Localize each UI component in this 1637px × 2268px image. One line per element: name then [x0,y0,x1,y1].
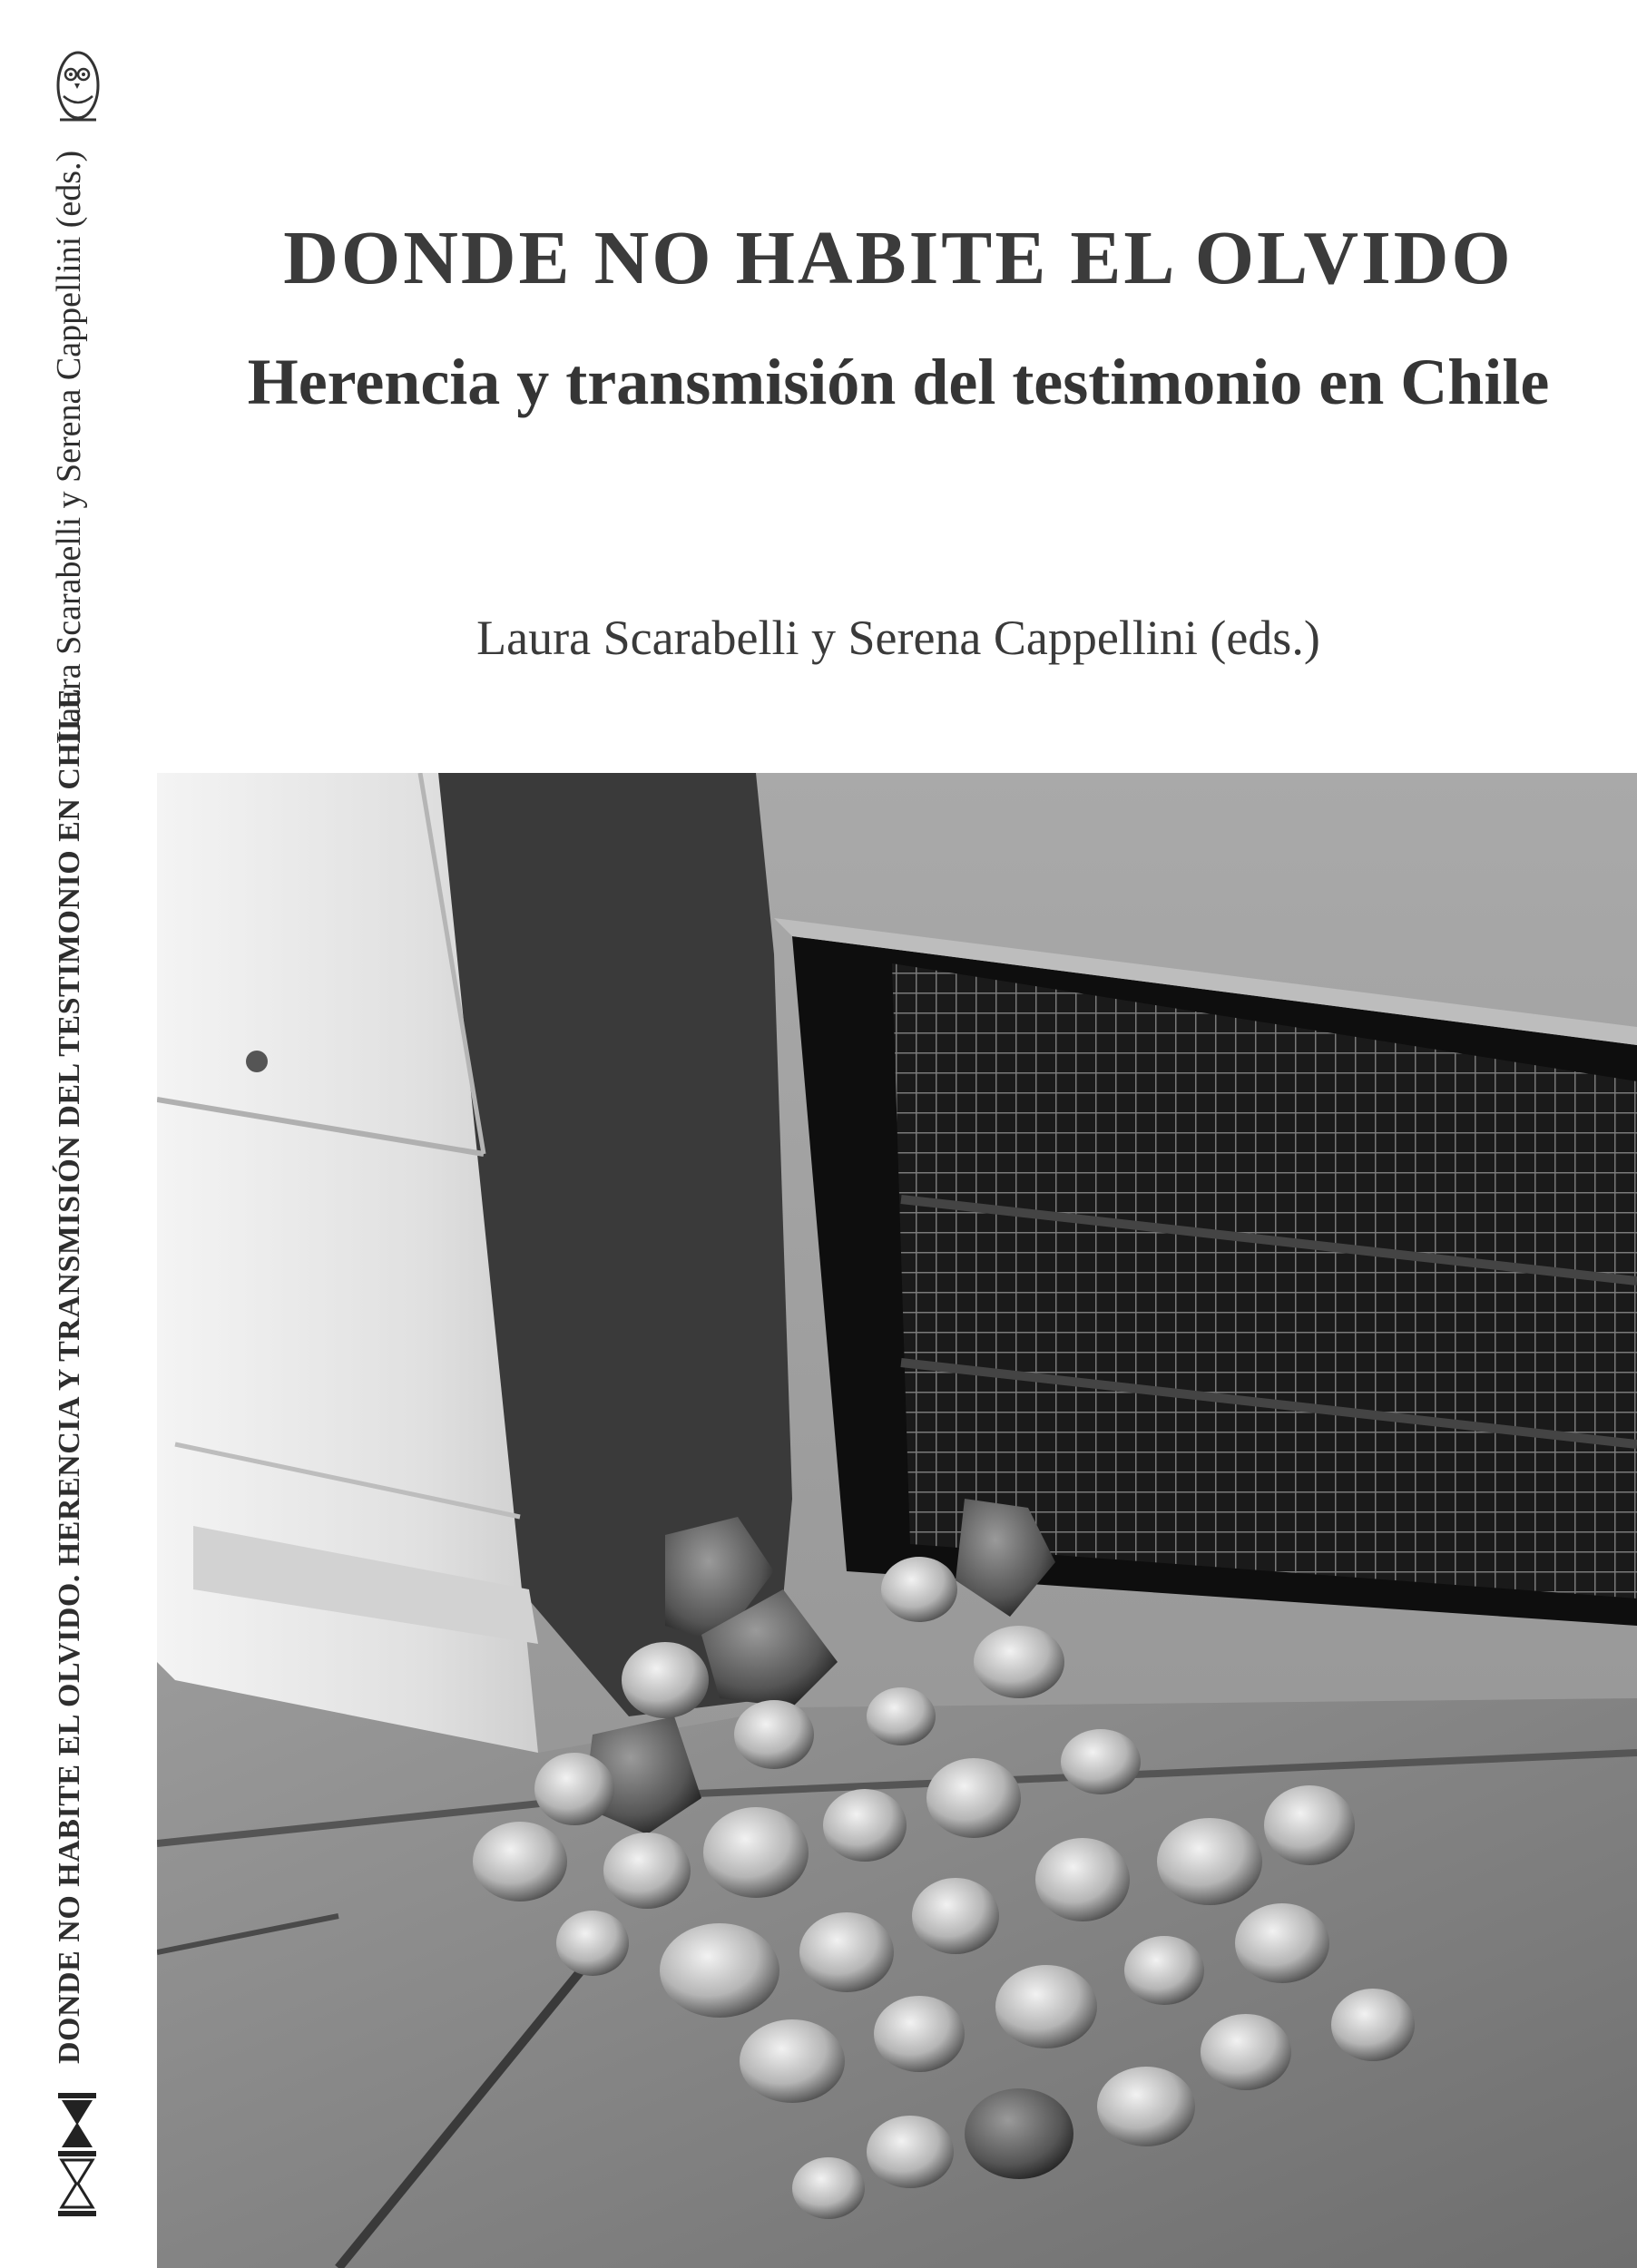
hourglass-logo-icon [54,2091,100,2218]
owl-icon [47,44,105,127]
spine-editors: Laura Scarabelli y Serena Cappellini (eds.) [50,150,88,744]
book-editors: Laura Scarabelli y Serena Cappellini (eds.) [476,611,1320,665]
book-subtitle: Herencia y transmisión del testimonio en Chile [247,346,1550,418]
spine-title: DONDE NO HABITE EL OLVIDO. HERENCIA Y TRANSMISIÓN DEL TESTIMONIO EN CHILE [53,688,86,2064]
spine [0,0,136,2268]
stones-by-grate-photo [157,773,1637,2268]
cover-photo [157,773,1637,2268]
book-title: DONDE NO HABITE EL OLVIDO [283,216,1514,300]
